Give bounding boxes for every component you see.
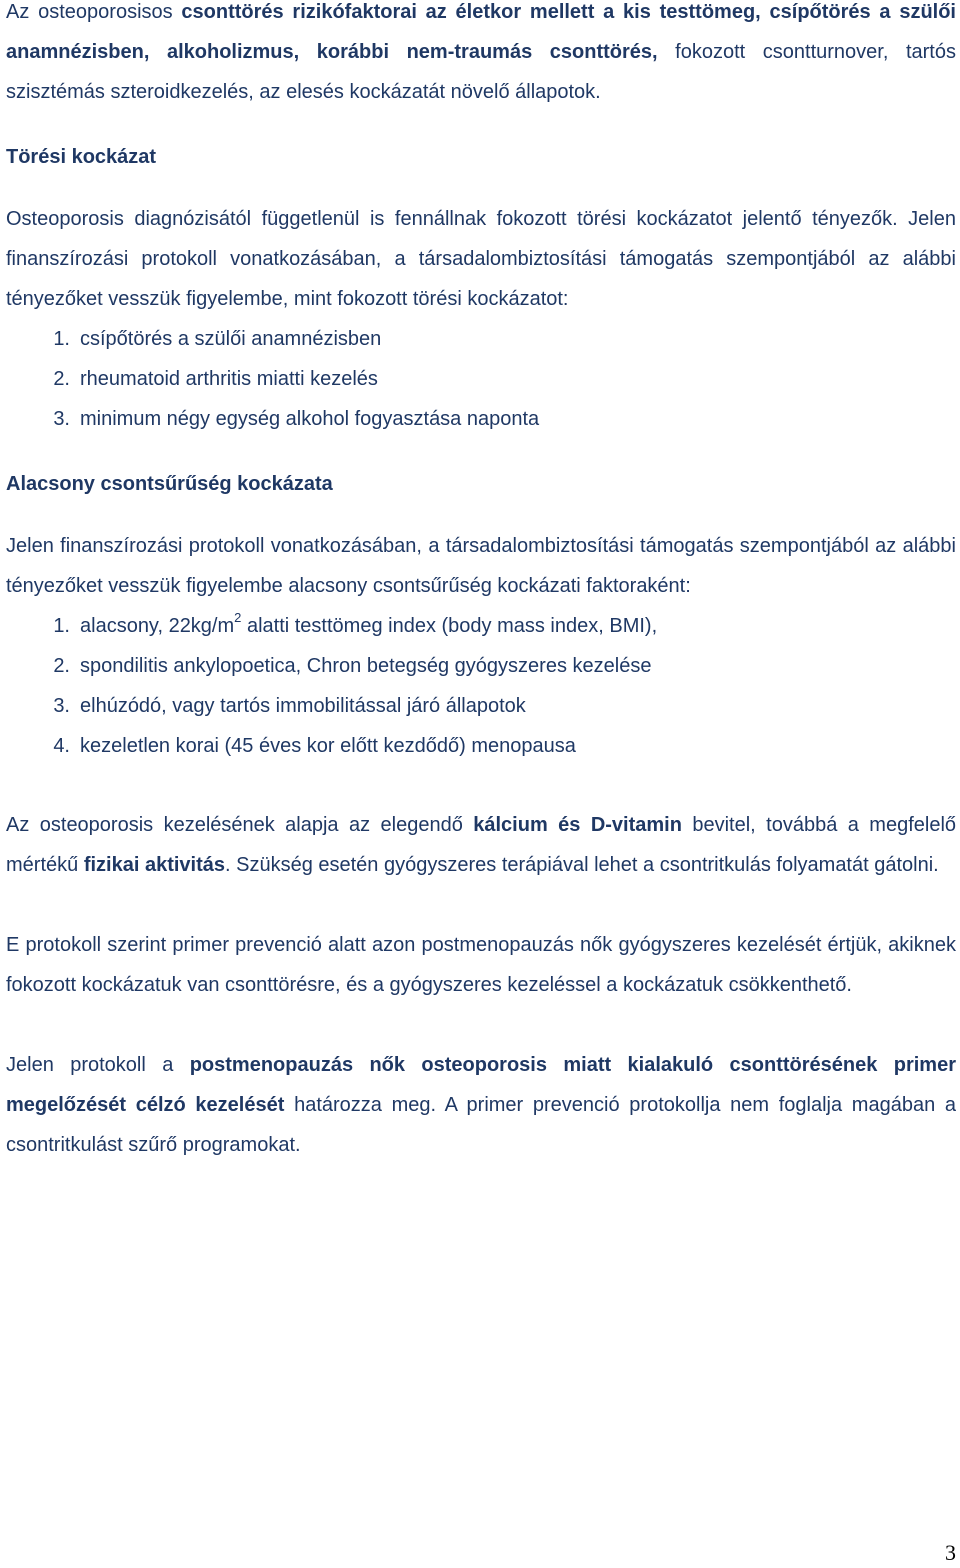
document-page [6, 0, 956, 1165]
list-item: 2. spondilitis ankylopoetica, Chron betegség gyógyszeres kezelése [53, 655, 652, 677]
list-item: 2. rheumatoid arthritis miatti kezelés [53, 368, 378, 390]
low-bone-density-list [6, 606, 956, 766]
protocol-scope-paragraph: Jelen protokoll a postmenopauzás nők osteoporosis miatt kialakuló csonttörésének primer megelőzését célzó kezelését határozza meg. A primer prevenció protokollja nem foglalja magában a csontritkulást szűrő programokat. [6, 1054, 956, 1156]
treatment-basis-paragraph: Az osteoporosis kezelésének alapja az elegendő kálcium és D-vitamin bevitel, továbbá a megfelelő mértékű fizikai aktivitás. Szükség esetén gyógyszeres terápiával lehet a csontritkulás folyamatát gátolni. [6, 814, 957, 876]
list-item: 3. minimum négy egység alkohol fogyasztása naponta [53, 408, 540, 430]
page-number: 3 [945, 1540, 956, 1565]
low-bone-density-text: Jelen finanszírozási protokoll vonatkozásában, a társadalombiztosítási támogatás szempontjából az alábbi tényezőket vesszük figyelembe alacsony csontsűrűség kockázati faktoraként: [6, 535, 956, 597]
list-item: 1. alacsony, $22kg/m^2$ alatti testtömeg index (body mass index, BMI), [53, 610, 658, 637]
fracture-risk-list [6, 319, 956, 439]
list-item: 4. kezeletlen korai (45 éves kor előtt kezdődő) menopausa [53, 735, 576, 757]
risk-factors-paragraph: Az osteoporosisos csonttörés rizikófaktorai az életkor mellett a kis testtömeg, csípőtörés a szülői anamnézisben, alkoholizmus, korábbi nem-traumás csonttörés, fokozott csontturnover, tartós szisztémás szteroidkezelés, az elesés kockázatát növelő állapotok. [6, 1, 956, 103]
fracture-risk-heading: Törési kockázat [6, 146, 157, 168]
fracture-risk-text: Osteoporosis diagnózisától függetlenül is fennállnak fokozott törési kockázatot jelentő tényezők. Jelen finanszírozási protokoll vonatkozásában, a társadalombiztosítási támogatás szempontjából az alábbi tényezőket vesszük figyelembe, mint fokozott törési kockázatot: [6, 208, 956, 310]
risk-factors-bold: csonttörés rizikófaktorai az életkor mellett a kis testtömeg, [181, 1, 761, 23]
primary-prevention-definition: E protokoll szerint primer prevenció alatt azon postmenopauzás nők gyógyszeres kezelését értjük, akiknek fokozott kockázatuk van csonttörésre, és a gyógyszeres kezeléssel a kockázatuk csökkenthető. [6, 934, 956, 996]
list-item: 1. csípőtörés a szülői anamnézisben [53, 328, 382, 350]
list-item: 3. elhúzódó, vagy tartós immobilitással járó állapotok [53, 695, 526, 717]
low-bone-density-heading: Alacsony csontsűrűség kockázata [6, 473, 333, 495]
risk-factors-bold-2: csípőtörés a szülői anamnézisben, alkoholizmus, korábbi nem-traumás csonttörés, [6, 1, 956, 63]
